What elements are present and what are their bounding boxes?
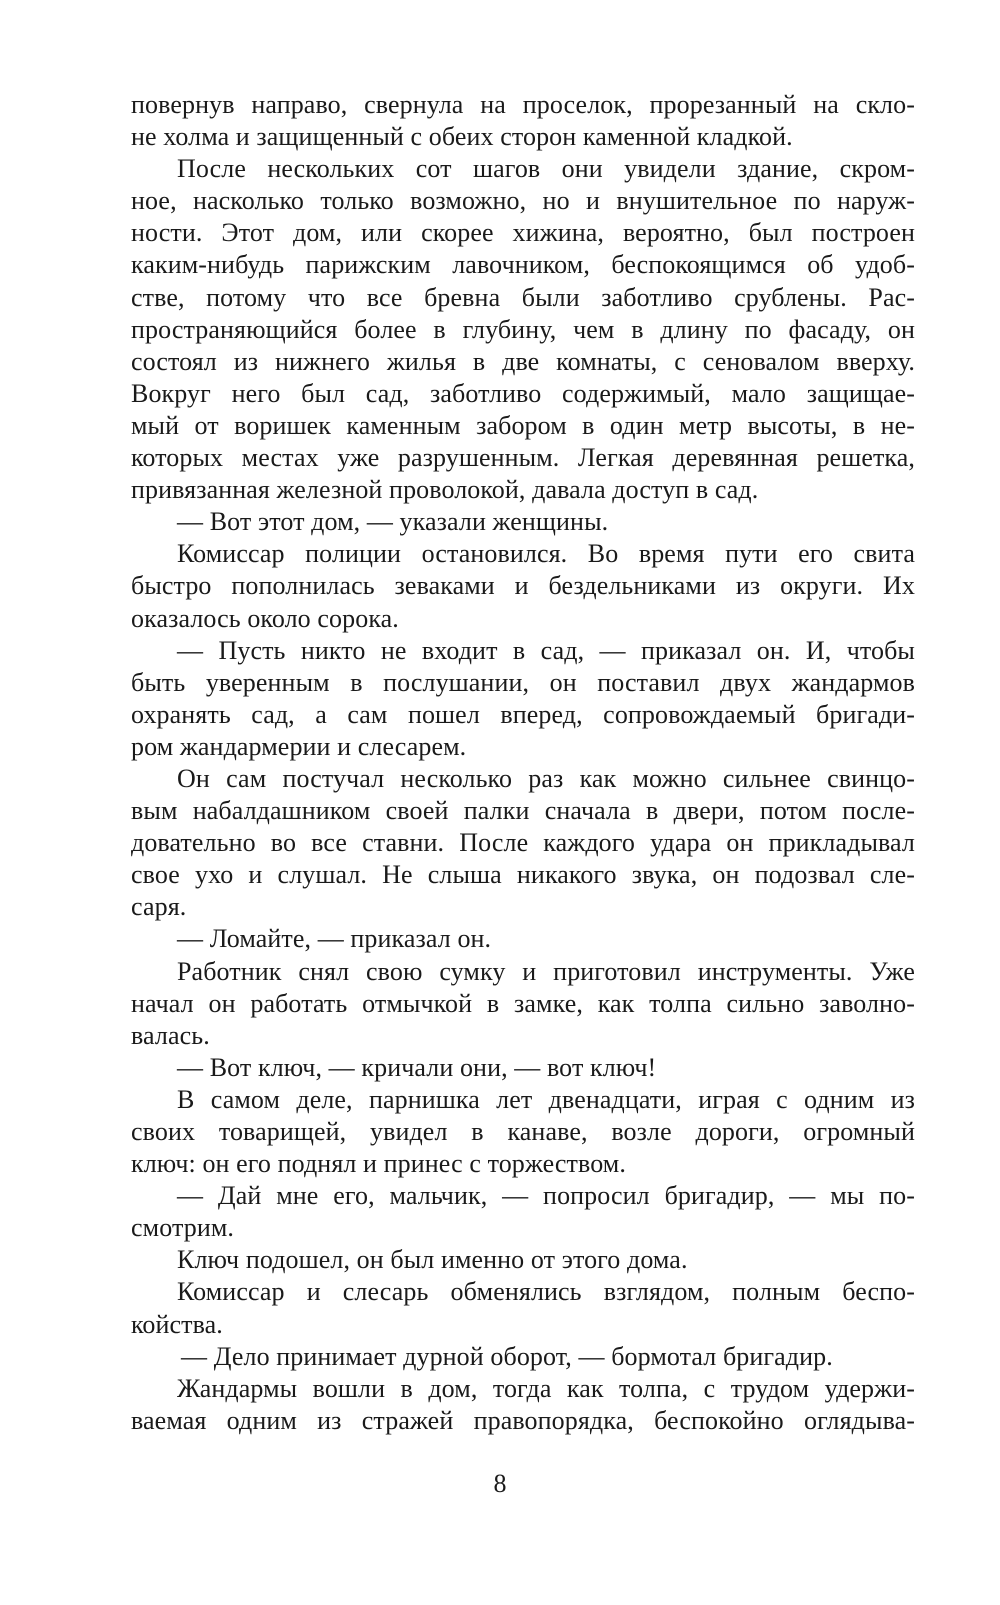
text-line: валась. <box>131 1020 210 1050</box>
text-line: пространяющийся более в глубину, чем в длину по фасаду, он <box>131 314 915 344</box>
text-line: каким-нибудь парижским лавочником, беспокоящимся об удоб- <box>131 250 915 280</box>
text-line: Комиссар полиции остановился. Во время пути его свита <box>177 539 915 569</box>
text-line: быстро пополнилась зеваками и бездельниками из округи. Их <box>131 571 915 601</box>
page-body <box>131 89 915 1437</box>
text-line: — Вот этот дом, — указали женщины. <box>177 507 609 537</box>
text-line: саря. <box>131 892 187 922</box>
text-line: В самом деле, парнишка лет двенадцати, играя с одним из <box>177 1084 915 1114</box>
text-line: мый от воришек каменным забором в один метр высоты, в не- <box>131 410 915 440</box>
text-line: охранять сад, а сам пошел вперед, сопровождаемый бригади- <box>131 699 915 729</box>
text-line: своих товарищей, увидел в канаве, возле дороги, огромный <box>131 1117 915 1146</box>
text-line: — Дай мне его, мальчик, — попросил бригадир, — мы по- <box>177 1181 915 1211</box>
text-line: — Ломайте, — приказал он. <box>177 924 492 954</box>
text-line: свое ухо и слушал. Не слыша никакого звука, он подозвал сле- <box>131 860 915 890</box>
text-line: После нескольких сот шагов они увидели здание, скром- <box>177 154 915 184</box>
text-line: ное, насколько только возможно, но и внушительное по наруж- <box>131 186 915 216</box>
text-line: ром жандармерии и слесарем. <box>131 731 467 761</box>
text-line: оказалось около сорока. <box>131 603 399 633</box>
text-line: — Пусть никто не входит в сад, — приказал он. И, чтобы <box>177 635 915 665</box>
text-line: койства. <box>131 1309 223 1339</box>
text-line: повернув направо, свернула на проселок, прорезанный на скло- <box>131 90 915 119</box>
text-line: Вокруг него был сад, заботливо содержимый, мало защищае- <box>131 378 915 408</box>
text-line: довательно во все ставни. После каждого удара он прикладывал <box>131 828 915 858</box>
text-line: ключ: он его поднял и принес с торжеством. <box>131 1149 626 1179</box>
text-line: быть уверенным в послушании, он поставил двух жандармов <box>131 667 915 697</box>
page-number: 8 <box>493 1469 507 1498</box>
text-line: вым набалдашником своей палки сначала в двери, потом после- <box>131 796 915 826</box>
text-line: — Дело принимает дурной оборот, — бормотал бригадир. <box>181 1341 833 1371</box>
text-line: Работник снял свою сумку и приготовил инструменты. Уже <box>177 956 915 986</box>
text-line: ваемая одним из стражей правопорядка, беспокойно оглядыва- <box>131 1405 915 1435</box>
text-line: Жандармы вошли в дом, тогда как толпа, с трудом удержи- <box>177 1373 915 1403</box>
text-line: не холма и защищенный с обеих сторон каменной кладкой. <box>131 122 793 152</box>
text-line: ности. Этот дом, или скорее хижина, вероятно, был построен <box>131 218 915 248</box>
text-line: смотрим. <box>131 1213 234 1243</box>
text-line: привязанная железной проволокой, давала доступ в сад. <box>131 475 759 505</box>
text-line: стве, потому что все бревна были заботливо срублены. Рас- <box>131 282 915 312</box>
text-line: состоял из нижнего жилья в две комнаты, с сеновалом вверху. <box>131 346 915 376</box>
text-line: которых местах уже разрушенным. Легкая деревянная решетка, <box>131 443 915 473</box>
text-line: Комиссар и слесарь обменялись взглядом, полным беспо- <box>177 1277 915 1307</box>
text-line: Ключ подошел, он был именно от этого дома. <box>177 1245 688 1275</box>
text-line: начал он работать отмычкой в замке, как толпа сильно заволно- <box>131 988 915 1018</box>
text-line: Он сам постучал несколько раз как можно сильнее свинцо- <box>177 763 915 793</box>
text-line: — Вот ключ, — кричали они, — вот ключ! <box>177 1052 657 1082</box>
